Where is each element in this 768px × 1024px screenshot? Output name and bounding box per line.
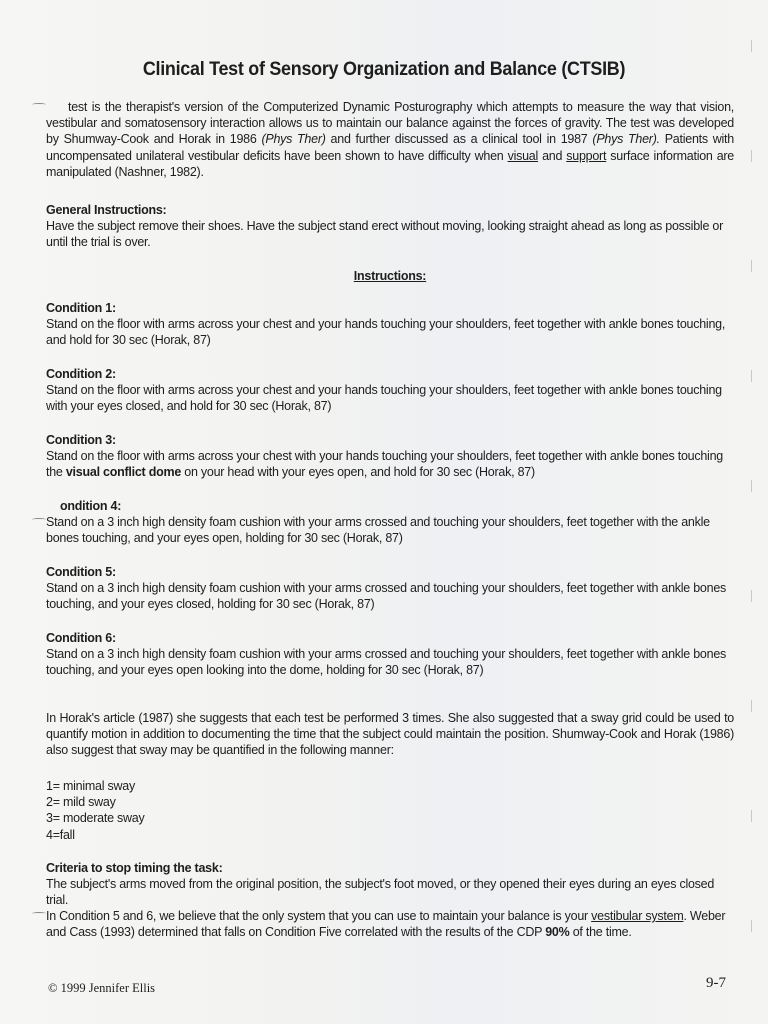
general-instructions-text: Have the subject remove their shoes. Have the subject stand erect without moving, looking straight ahead as long as possible or until the trial is over. [46, 219, 723, 250]
percent-90: 90% [545, 925, 570, 940]
closing-paragraph [46, 908, 734, 940]
sway-scale-item: 2= mild sway [46, 795, 116, 810]
condition-3 [46, 432, 734, 481]
visual-conflict-dome: visual conflict dome [65, 465, 182, 480]
condition-heading: Condition 5: [46, 565, 116, 579]
edge-tick [751, 150, 752, 162]
edge-tick [751, 370, 752, 382]
intro-text-2: vestibular and somatosensory interaction allows us to maintain our balance against the forces of gravity. The test was developed by Shumway-Cook and Horak in 1986 [46, 116, 734, 147]
scan-mark [32, 518, 46, 521]
page-number: 9-7 [706, 975, 726, 991]
criteria-heading: Criteria to stop timing the task: [46, 861, 223, 875]
condition-heading: Condition 1: [46, 301, 116, 315]
condition-heading: ondition 4: [60, 499, 122, 513]
intro-text-3: and further discussed as a clinical tool in 1987 [325, 132, 593, 147]
condition-text: Stand on a 3 inch high density foam cushion with your arms crossed and touching your shoulders, feet together with the ankle bones touching, and your eyes open, holding for 30 sec (Horak, 87) [46, 515, 710, 546]
scan-mark [32, 912, 46, 915]
closing-text-1: In Condition 5 and 6, we believe that the only system that you can use to maintain your balance is your [46, 909, 592, 923]
condition-heading: Condition 6: [46, 631, 116, 645]
intro-italic-2: (Phys Ther). [592, 132, 660, 147]
condition-text [46, 448, 734, 480]
intro-text-5: and [538, 148, 567, 163]
edge-tick [751, 260, 752, 272]
sway-scale-list [46, 778, 734, 843]
horak-paragraph: In Horak's article (1987) she suggests that each test be performed 3 times. She also suggested that a sway grid could be used to quantify motion in addition to documenting the time that the subject could maintain the position. Shumway-Cook and Horak (1986) also suggest that sway may be quantified in the following manner: [46, 711, 734, 758]
condition-heading: Condition 2: [46, 367, 116, 381]
condition-text: Stand on a 3 inch high density foam cushion with your arms crossed and touching your shoulders, feet together with ankle bones touching, and your eyes closed, holding for 30 sec (Horak, 87) [46, 581, 727, 612]
closing-text-2: . Weber and Cass (1993) determined that falls on Condition Five correlated with the results of the CDP [46, 909, 726, 940]
condition-text-a: Stand on the floor with arms across your chest with your hands touching your shoulders, feet together with ankle bones touching the [46, 449, 723, 480]
condition-5 [46, 564, 734, 613]
intro-text-1: test is the therapist's version of the Computerized Dynamic Posturography which attempts to measure the way that vision, [68, 100, 734, 114]
vestibular-system-underline: vestibular system [591, 909, 684, 923]
edge-tick [751, 40, 752, 52]
general-instructions-heading: General Instructions: [46, 203, 167, 217]
criteria-text: The subject's arms moved from the original position, the subject's foot moved, or they opened their eyes during an eyes closed trial. [46, 877, 715, 908]
condition-4 [46, 498, 734, 547]
condition-text: Stand on the floor with arms across your chest and your hands touching your shoulders, feet together with ankle bones touching, and hold for 30 sec (Horak, 87) [46, 317, 726, 348]
closing-text-3: of the time. [569, 925, 632, 940]
condition-text-b: on your head with your eyes open, and hold for 30 sec (Horak, 87) [181, 465, 535, 480]
scan-mark [32, 103, 46, 106]
intro-text-6: surface information are manipulated (Nashner, 1982). [46, 148, 735, 179]
edge-tick [751, 590, 752, 602]
condition-6 [46, 630, 734, 679]
criteria-section [46, 860, 734, 909]
page-title: Clinical Test of Sensory Organization and Balance (CTSIB) [142, 58, 626, 80]
general-instructions [46, 202, 734, 251]
sway-scale-item: 4=fall [46, 827, 75, 842]
condition-text: Stand on the floor with arms across your chest and your hands touching your shoulders, feet together with ankle bones touching with your eyes closed, and hold for 30 sec (Horak, 87) [46, 383, 722, 414]
copyright-footer: © 1999 Jennifer Ellis [48, 981, 156, 995]
edge-tick [751, 810, 752, 822]
sway-scale-item: 1= minimal sway [46, 779, 135, 793]
condition-text: Stand on a 3 inch high density foam cushion with your arms crossed and touching your shoulders, feet together with ankle bones touching, and your eyes open looking into the dome, holding for 30 sec (Horak, 87) [46, 647, 727, 678]
sway-scale-item: 3= moderate sway [46, 811, 145, 826]
intro-paragraph [46, 99, 734, 180]
instructions-heading: Instructions: [353, 269, 427, 283]
edge-tick [751, 480, 752, 492]
condition-2 [46, 366, 734, 415]
edge-tick [751, 920, 752, 932]
intro-underline-support: support [566, 148, 607, 163]
intro-text-4: Patients with uncompensated unilateral vestibular deficits have been shown to have difficulty when [46, 132, 734, 163]
edge-tick [751, 700, 752, 712]
intro-italic-1: (Phys Ther) [261, 132, 326, 147]
intro-underline-visual: visual [507, 148, 539, 163]
condition-1 [46, 300, 734, 349]
condition-heading: Condition 3: [46, 433, 116, 447]
